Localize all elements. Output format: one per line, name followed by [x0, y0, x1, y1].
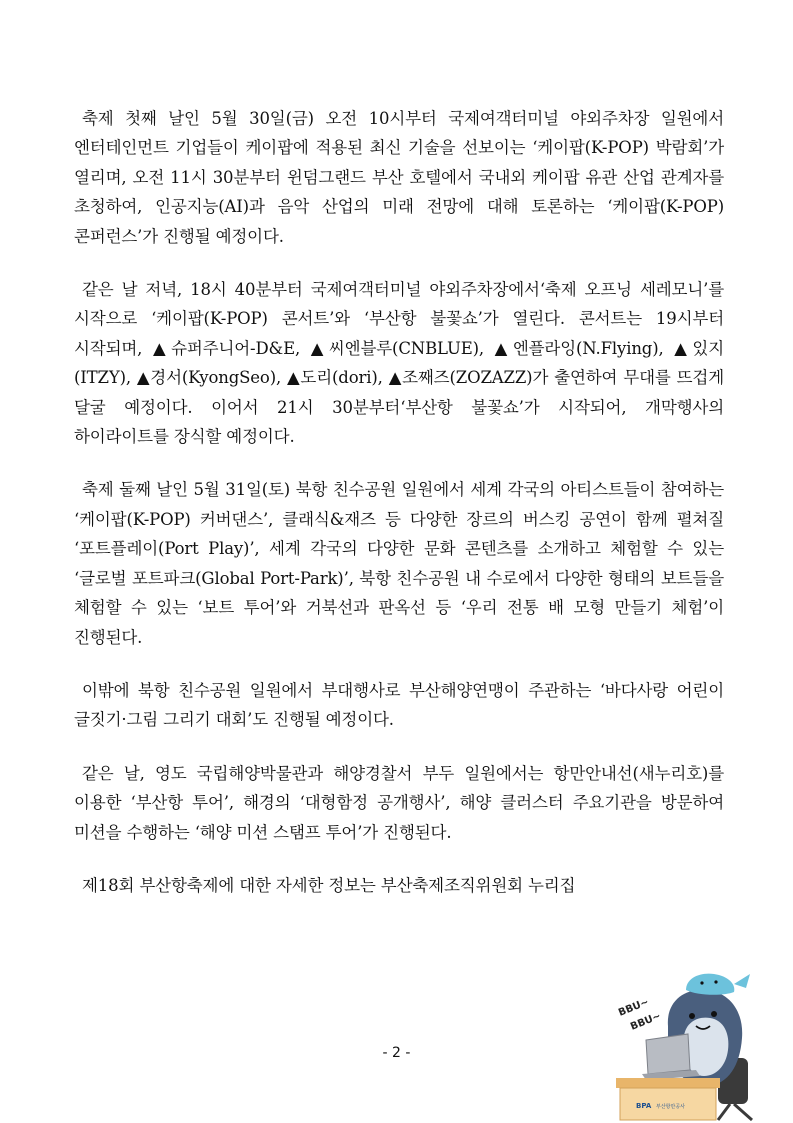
page-number: - 2 - — [382, 1045, 411, 1061]
paragraph-yeongdo-events: 같은 날, 영도 국립해양박물관과 해양경찰서 부두 일원에서는 항만안내선(새누리호)를 이용한 ‘부산항 투어’, 해경의 ‘대형함정 공개행사’, 해양 클러스터 주요기관을 방문하여 미션을 수행하는 ‘해양 미션 스탬프 투어’가 진행된다. — [74, 763, 724, 842]
document-body — [74, 104, 724, 924]
small-whale — [686, 974, 734, 995]
sound-text-2: BBU~ — [629, 1010, 663, 1033]
sound-text-1: BBU~ — [617, 996, 651, 1019]
desk-top — [616, 1078, 720, 1088]
paragraph-more-info: 제18회 부산항축제에 대한 자세한 정보는 부산축제조직위원회 누리집 — [82, 875, 576, 895]
paragraph-festival-day1-morning: 축제 첫째 날인 5월 30일(금) 오전 10시부터 국제여객터미널 야외주차장 일원에서 엔터테인먼트 기업들이 케이팝에 적용된 최신 기술을 선보이는 ‘케이팝(K-POP) 박람회’가 열리며, 오전 11시 30분부터 윈덤그랜드 부산 호텔에서 국내외 케이팝 유관 산업 관계자를 초청하여, 인공지능(AI)과 음악 산업의 미래 전망에 대해 토론하는 ‘케이팝(K-POP) 콘퍼런스’가 진행될 예정이다. — [74, 109, 724, 246]
desk-logo-subtext: 부산항만공사 — [656, 1104, 685, 1110]
laptop — [646, 1034, 690, 1074]
paragraph-festival-day1-evening: 같은 날 저녁, 18시 40분부터 국제여객터미널 야외주차장에서‘축제 오프닝 세레모니’를 시작으로 ‘케이팝(K-POP) 콘서트’와 ‘부산항 불꽃쇼’가 열린다. 콘서트는 19시부터 시작되며, ▲슈퍼주니어-D&E, ▲씨엔블루(CNBLUE), ▲엔플라잉(N.Flying), ▲있지(ITZY), ▲경서(KyongSeo), ▲도리(dori), ▲조째즈(ZOZAZZ)가 출연하여 무대를 뜨겁게 달굴 예정이다. 이어서 21시 30분부터‘부산항 불꽃쇼’가 시작되어, 개막행사의 하이라이트를 장식할 예정이다. — [74, 280, 724, 447]
paragraph-side-event: 이밖에 북항 친수공원 일원에서 부대행사로 부산해양연맹이 주관하는 ‘바다사랑 어린이 글짓기·그림 그리기 대회’도 진행될 예정이다. — [74, 680, 724, 730]
desk-logo: BPA — [636, 1102, 652, 1110]
whale-mascot-at-laptop-icon — [606, 966, 766, 1122]
paragraph-festival-day2: 축제 둘째 날인 5월 31일(토) 북항 친수공원 일원에서 세계 각국의 아티스트들이 참여하는 ‘케이팝(K-POP) 커버댄스’, 클래식&재즈 등 다양한 장르의 버스킹 공연이 함께 펼쳐질 ‘포트플레이(Port Play)’, 세계 각국의 다양한 문화 콘텐츠를 소개하고 체험할 수 있는 ‘글로벌 포트파크(Global Port-Park)’, 북항 친수공원 내 수로에서 다양한 형태의 보트들을 체험할 수 있는 ‘보트 투어’와 거북선과 판옥선 등 ‘우리 전통 배 모형 만들기 체험’이 진행된다. — [74, 480, 724, 647]
